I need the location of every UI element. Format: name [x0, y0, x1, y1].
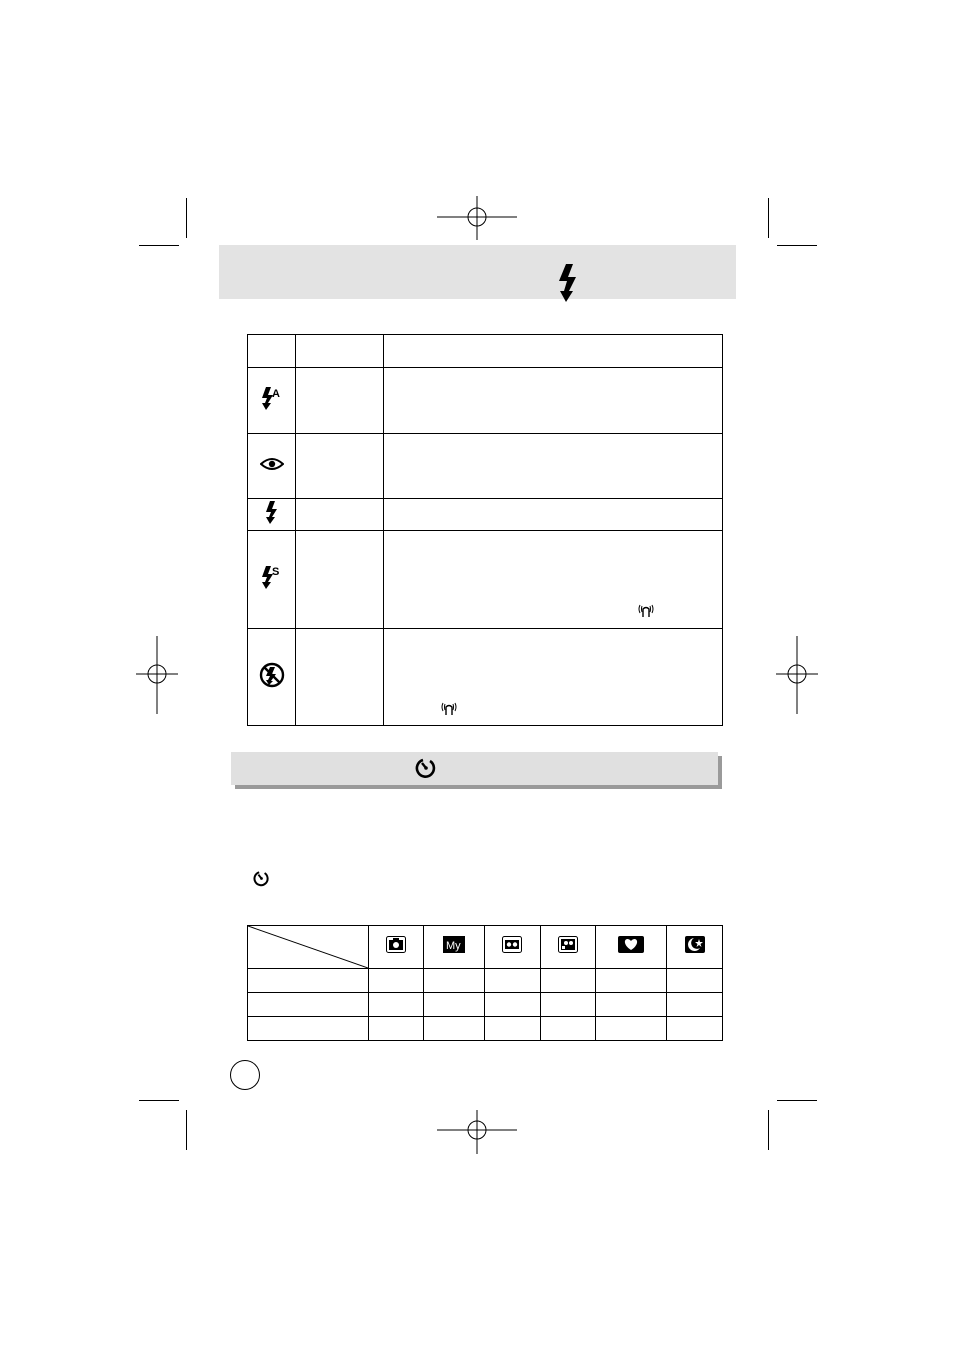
self-timer-icon	[253, 870, 270, 887]
night-mode-icon	[685, 936, 705, 953]
table-row	[248, 629, 723, 726]
table-cell	[596, 969, 667, 993]
mode-description	[384, 629, 723, 726]
table-cell	[369, 969, 424, 993]
mode-header-portrait	[596, 926, 667, 969]
svg-text:A: A	[271, 388, 280, 400]
table-cell	[485, 993, 540, 1017]
table-header-row	[248, 335, 723, 368]
table-cell	[540, 1017, 595, 1041]
table-cell	[485, 1017, 540, 1041]
table-cell	[424, 1017, 485, 1041]
table-cell	[424, 993, 485, 1017]
voice-record-mode-icon	[502, 936, 522, 953]
slow-sync-icon	[261, 565, 283, 589]
red-eye-icon	[260, 457, 284, 471]
mode-name	[296, 531, 384, 629]
diagonal-header-cell	[248, 926, 369, 969]
self-timer-icon	[415, 757, 437, 779]
icon-cell	[248, 434, 296, 499]
mode-description	[384, 499, 723, 531]
mode-description	[384, 434, 723, 499]
table-row	[248, 531, 723, 629]
diagonal-divider	[248, 926, 368, 968]
table-cell	[485, 969, 540, 993]
page-number-circle	[230, 1060, 260, 1090]
fill-flash-icon	[265, 500, 279, 524]
flash-mode-table	[247, 334, 723, 726]
header-cell	[296, 335, 384, 368]
mode-name	[296, 434, 384, 499]
self-timer-section-header	[231, 752, 718, 785]
icon-cell	[248, 368, 296, 434]
svg-text:My: My	[446, 940, 462, 952]
mode-availability-table	[247, 925, 723, 1041]
row-label	[248, 969, 369, 993]
registration-mark-bottom	[437, 1110, 517, 1154]
registration-mark-left	[136, 636, 178, 714]
flash-section-header	[219, 245, 736, 299]
mode-header-voice-record	[485, 926, 540, 969]
table-cell	[667, 969, 723, 993]
table-cell	[369, 993, 424, 1017]
row-label	[248, 993, 369, 1017]
camera-shake-icon	[440, 699, 458, 717]
myset-mode-icon	[443, 936, 465, 953]
camera-shake-icon	[637, 601, 655, 619]
icon-cell	[248, 499, 296, 531]
row-label	[248, 1017, 369, 1041]
registration-mark-right	[776, 636, 818, 714]
table-row	[248, 434, 723, 499]
icon-cell	[248, 531, 296, 629]
table-row	[248, 368, 723, 434]
mode-header-movie	[540, 926, 595, 969]
icon-cell	[248, 629, 296, 726]
table-row	[248, 993, 723, 1017]
mode-description	[384, 368, 723, 434]
table-cell	[540, 993, 595, 1017]
header-cell	[248, 335, 296, 368]
portrait-mode-icon	[618, 936, 644, 953]
table-cell	[540, 969, 595, 993]
mode-header-night	[667, 926, 723, 969]
mode-description	[384, 531, 723, 629]
table-row	[248, 1017, 723, 1041]
registration-mark-top	[437, 196, 517, 240]
movie-mode-icon	[558, 936, 578, 953]
table-cell	[596, 993, 667, 1017]
table-row	[248, 499, 723, 531]
camera-mode-icon	[386, 936, 406, 953]
svg-text:S: S	[271, 566, 279, 578]
table-cell	[424, 969, 485, 993]
table-cell	[369, 1017, 424, 1041]
table-header-row	[248, 926, 723, 969]
mode-header-camera	[369, 926, 424, 969]
header-cell	[384, 335, 723, 368]
table-cell	[596, 1017, 667, 1041]
mode-header-myset	[424, 926, 485, 969]
flash-off-icon	[259, 662, 285, 688]
flash-bolt-icon	[557, 264, 581, 302]
auto-flash-icon	[261, 386, 283, 410]
mode-name	[296, 368, 384, 434]
mode-name	[296, 499, 384, 531]
table-cell	[667, 1017, 723, 1041]
table-cell	[667, 993, 723, 1017]
table-row	[248, 969, 723, 993]
mode-name	[296, 629, 384, 726]
